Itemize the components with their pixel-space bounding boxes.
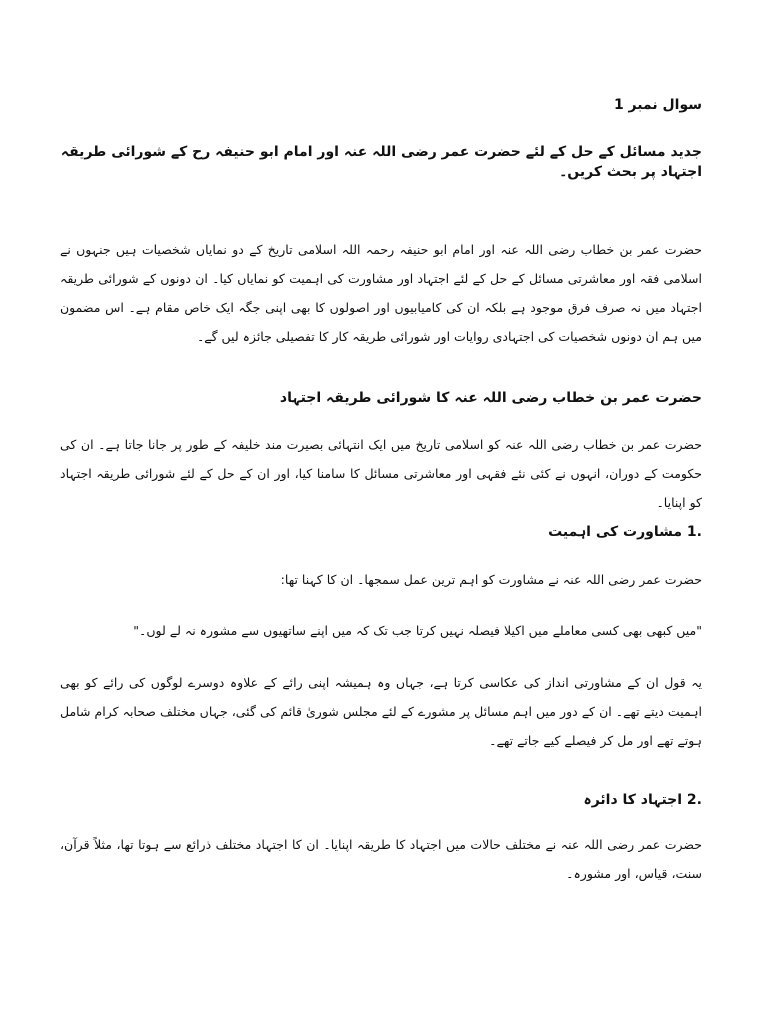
subsection-2-paragraph: حضرت عمر رضی اللہ عنہ نے مختلف حالات میں اجتہاد کا طریقہ اپنایا۔ ان کا اجتہاد مختلف ذرائع سے ہوتا تھا، مثلاً قرآن، سنت، قیاس، اور مشورہ۔ (60, 837, 702, 881)
question-text: جدید مسائل کے حل کے لئے حضرت عمر رضی اللہ عنہ اور امام ابو حنیفہ رح کے شورائی طریقہ اجتہاد پر بحث کریں۔ (60, 144, 702, 180)
subsection-1-quote: "میں کبھی بھی کسی معاملے میں اکیلا فیصلہ نہیں کرتا جب تک کہ میں اپنے ساتھیوں سے مشورہ نہ لے لوں۔" (133, 623, 702, 638)
section-1-paragraph: حضرت عمر بن خطاب رضی اللہ عنہ کو اسلامی تاریخ میں ایک انتہائی بصیرت مند خلیفہ کے طور پر جانا جاتا ہے۔ ان کی حکومت کے دوران، انہوں نے کئی نئے فقہی اور معاشرتی مسائل کا سامنا کیا، اور ان کے حل کے لئے شورائی طریقہ اجتہاد کو اپنایا۔ (60, 437, 702, 510)
subsection-1-intro: حضرت عمر رضی اللہ عنہ نے مشاورت کو اہم ترین عمل سمجھا۔ ان کا کہنا تھا: (280, 572, 702, 587)
subsection-1-title: .1 مشاورت کی اہمیت (548, 524, 702, 540)
intro-paragraph: حضرت عمر بن خطاب رضی اللہ عنہ اور امام ابو حنیفہ رحمہ اللہ اسلامی تاریخ کے دو نمایاں شخصیات ہیں جنہوں نے اسلامی فقہ اور معاشرتی مسائل کے حل کے لئے اجتہاد اور مشاورت کی اہمیت کو نمایاں کیا۔ ان دونوں کے شورائی طریقہ اجتہاد میں نہ صرف فرق موجود ہے بلکہ ان کی کامیابیوں اور اصولوں کا بھی اپنی جگہ ایک خاص مقام ہے۔ اس مضمون میں ہم ان دونوں شخصیات کی اجتہادی روایات اور شورائی طریقہ کار کا تفصیلی جائزہ لیں گے۔ (60, 242, 702, 344)
subsection-2-title: .2 اجتہاد کا دائرہ (583, 792, 702, 808)
section-1-title: حضرت عمر بن خطاب رضی اللہ عنہ کا شورائی طریقہ اجتہاد (279, 390, 702, 406)
question-label: سوال نمبر 1 (613, 97, 702, 113)
subsection-1-paragraph: یہ قول ان کے مشاورتی انداز کی عکاسی کرتا ہے، جہاں وہ ہمیشہ اپنی رائے کے علاوہ دوسرے لوگوں کی رائے کو بھی اہمیت دیتے تھے۔ ان کے دور میں اہم مسائل پر مشورے کے لئے مجلس شوریٰ قائم کی گئی، جہاں مختلف صحابہ کرام شامل ہوتے تھے اور مل کر فیصلے کیے جاتے تھے۔ (60, 675, 702, 748)
